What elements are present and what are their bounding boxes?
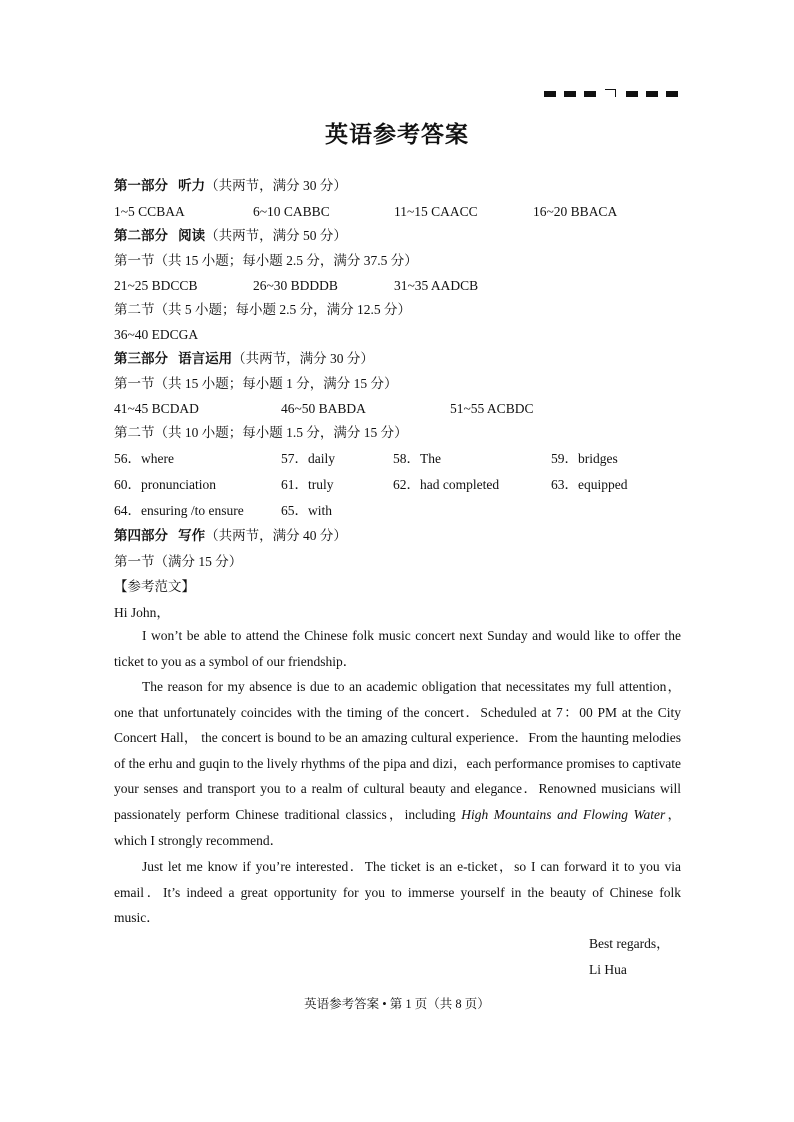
- essay-paragraph-2-text: The reason for my absence is due to an academic obligation that necessitates my full attention，one that unfortunately coincides with the timing of the concert．Scheduled at 7：00 PM at the City Concert Hall， the concert is bound to be an amazing cultural experience．From the haunting melodies of the erhu and guqin to the lively rhythms of the pipa and dizi，each performance promises to captivate your senses and transport you to a realm of cultural beauty and elegance．Renowned musicians will passionately perform Chinese traditional classics，including: [114, 679, 681, 822]
- part4-heading-line: [114, 527, 347, 544]
- corner-bracket-icon: [605, 89, 616, 97]
- answer-group: 41~45 BCDAD: [114, 401, 199, 416]
- part3-name: 语言运用: [178, 351, 233, 366]
- essay-paragraph-2-end: ，which I strongly recommend．: [114, 806, 681, 848]
- answer-group: 1~5 CCBAA: [114, 204, 185, 219]
- part3-section2-title: 第二节（共 10 小题；每小题 1.5 分，满分 15 分）: [114, 425, 408, 440]
- fill-answer: 62．had completed: [393, 477, 500, 492]
- part2-note: （共两节，满分 50 分）: [205, 228, 347, 243]
- answer-group: 26~30 BDDDB: [253, 278, 338, 293]
- essay-signature: Li Hua: [589, 962, 627, 977]
- part2-section1-title: 第一节（共 15 小题；每小题 2.5 分，满分 37.5 分）: [114, 253, 418, 268]
- part4-note: （共两节，满分 40 分）: [205, 528, 347, 543]
- part4-heading: 第四部分: [114, 528, 168, 543]
- black-block-icon: [666, 91, 678, 97]
- fill-answer: 58．The: [393, 451, 441, 466]
- black-block-icon: [646, 91, 658, 97]
- answer-group: 21~25 BDCCB: [114, 278, 198, 293]
- piece-title: High Mountains and Flowing Water: [461, 806, 666, 822]
- essay-paragraph-3: Just let me know if you’re interested．The ticket is an e-ticket，so I can forward it to you via email．It’s indeed a great opportunity for you to immerse yourself in the beauty of Chinese folk music．: [114, 859, 681, 926]
- part4-name: 写作: [178, 528, 206, 543]
- sample-essay-label: 【参考范文】: [114, 579, 195, 594]
- answer-group: 6~10 CABBC: [253, 204, 330, 219]
- answer-group: 11~15 CAACC: [394, 204, 478, 219]
- answer-group: 46~50 BABDA: [281, 401, 366, 416]
- part1-heading-line: [114, 177, 347, 194]
- header-marks: [544, 89, 684, 99]
- fill-answer: 56．where: [114, 451, 174, 466]
- fill-answer: 60．pronunciation: [114, 477, 216, 492]
- part1-heading: 第一部分: [114, 178, 168, 193]
- essay-greeting: Hi John，: [114, 605, 170, 620]
- fill-answer: 61．truly: [281, 477, 334, 492]
- essay-paragraph-1: I won’t be able to attend the Chinese folk music concert next Sunday and would like to offer the ticket to you as a symbol of our friendship．: [114, 628, 681, 669]
- black-block-icon: [626, 91, 638, 97]
- answer-group: 36~40 EDCGA: [114, 327, 199, 342]
- part1-name: 听力: [178, 178, 206, 193]
- part3-note: （共两节，满分 30 分）: [232, 351, 374, 366]
- black-block-icon: [564, 91, 576, 97]
- essay-paragraph-2: [114, 674, 681, 853]
- fill-answer: 64．ensuring /to ensure: [114, 503, 244, 518]
- part2-name: 阅读: [178, 228, 206, 243]
- part2-heading: 第二部分: [114, 228, 168, 243]
- fill-answer: 59．bridges: [551, 451, 618, 466]
- black-block-icon: [544, 91, 556, 97]
- part2-section2-title: 第二节（共 5 小题；每小题 2.5 分，满分 12.5 分）: [114, 302, 411, 317]
- fill-answer: 57．daily: [281, 451, 335, 466]
- page-title: 英语参考答案: [325, 122, 469, 147]
- fill-answer: 63．equipped: [551, 477, 628, 492]
- answer-group: 31~35 AADCB: [394, 278, 479, 293]
- black-block-icon: [584, 91, 596, 97]
- fill-answer: 65．with: [281, 503, 333, 518]
- part4-section1-title: 第一节（满分 15 分）: [114, 554, 243, 569]
- part3-heading-line: [114, 350, 374, 367]
- part1-note: （共两节，满分 30 分）: [205, 178, 347, 193]
- part2-heading-line: [114, 227, 347, 244]
- answer-group: 16~20 BBACA: [533, 204, 618, 219]
- page-footer: 英语参考答案 • 第 1 页（共 8 页）: [304, 997, 490, 1011]
- essay-closing: Best regards，: [589, 936, 670, 951]
- part3-heading: 第三部分: [114, 351, 168, 366]
- part3-section1-title: 第一节（共 15 小题；每小题 1 分，满分 15 分）: [114, 376, 398, 391]
- answer-group: 51~55 ACBDC: [450, 401, 534, 416]
